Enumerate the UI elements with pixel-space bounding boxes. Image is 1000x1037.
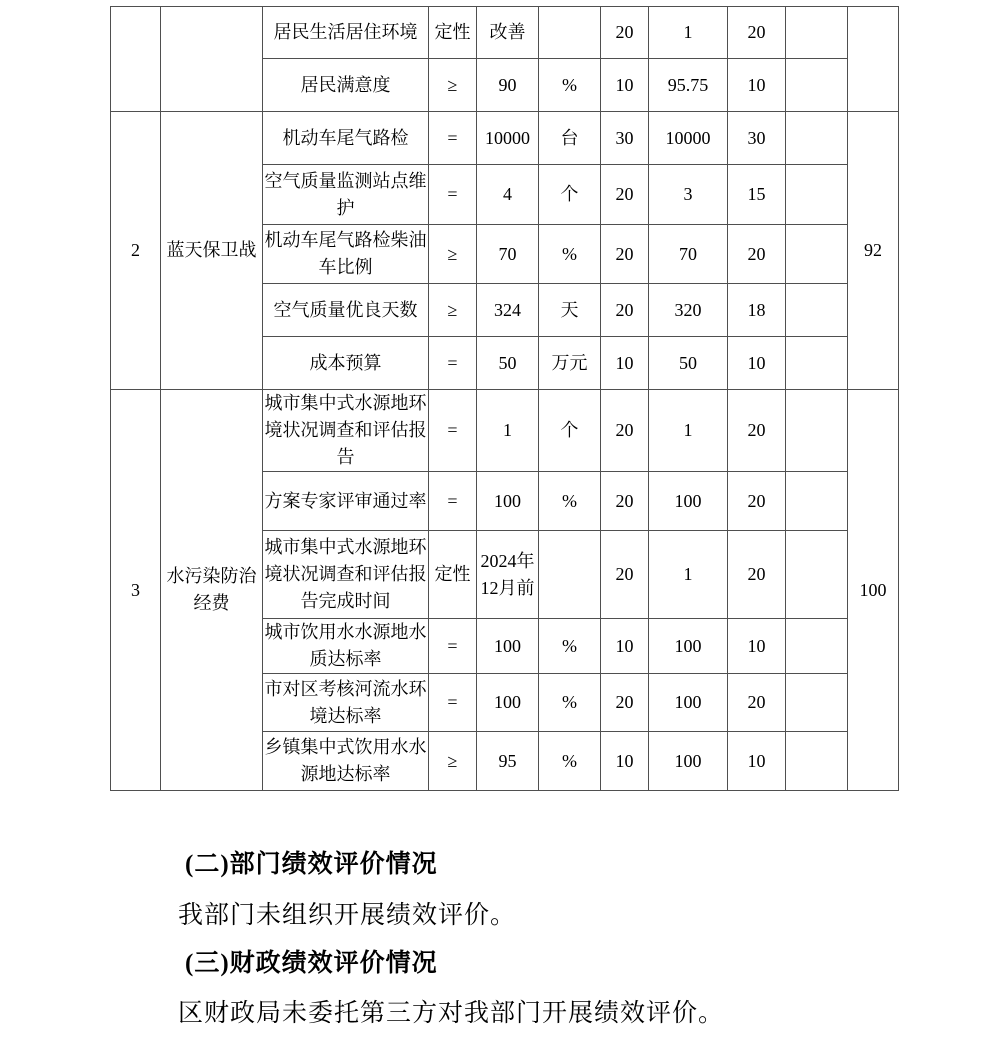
cell-target-value: 50 — [477, 337, 539, 390]
cell-comparator: ≥ — [429, 59, 477, 112]
cell-weight: 20 — [601, 531, 649, 619]
cell-actual-value: 95.75 — [649, 59, 728, 112]
cell-blank — [786, 472, 848, 531]
cell-blank — [786, 619, 848, 674]
cell-indicator-name: 空气质量优良天数 — [263, 284, 429, 337]
cell-indicator-name: 城市饮用水水源地水质达标率 — [263, 619, 429, 674]
cell-unit: % — [539, 59, 601, 112]
cell-target-value: 100 — [477, 619, 539, 674]
cell-weight: 20 — [601, 7, 649, 59]
cell-actual-value: 1 — [649, 390, 728, 472]
cell-actual-value: 100 — [649, 619, 728, 674]
cell-weight: 20 — [601, 674, 649, 732]
cell-actual-value: 100 — [649, 732, 728, 791]
cell-blank — [786, 732, 848, 791]
cell-indicator-name: 城市集中式水源地环境状况调查和评估报告完成时间 — [263, 531, 429, 619]
cell-actual-value: 100 — [649, 472, 728, 531]
cell-serial-number: 3 — [111, 390, 161, 791]
cell-project-name: 蓝天保卫战 — [161, 112, 263, 390]
cell-indicator-name: 城市集中式水源地环境状况调查和评估报告 — [263, 390, 429, 472]
cell-blank — [786, 7, 848, 59]
footer-heading-department-evaluation: (二)部门绩效评价情况 — [185, 851, 438, 878]
cell-target-value: 4 — [477, 165, 539, 225]
cell-score: 18 — [728, 284, 786, 337]
cell-blank — [786, 674, 848, 732]
cell-actual-value: 10000 — [649, 112, 728, 165]
cell-unit: % — [539, 732, 601, 791]
cell-target-value: 1 — [477, 390, 539, 472]
cell-score: 20 — [728, 472, 786, 531]
cell-score: 15 — [728, 165, 786, 225]
cell-blank — [786, 165, 848, 225]
footer-paragraph-finance-evaluation: 区财政局未委托第三方对我部门开展绩效评价。 — [178, 1000, 725, 1027]
cell-actual-value: 50 — [649, 337, 728, 390]
cell-weight: 20 — [601, 284, 649, 337]
cell-serial-number: 2 — [111, 112, 161, 390]
performance-table-body — [111, 7, 899, 791]
cell-unit: 万元 — [539, 337, 601, 390]
cell-blank — [786, 59, 848, 112]
cell-target-value: 10000 — [477, 112, 539, 165]
footer-heading-finance-evaluation: (三)财政绩效评价情况 — [185, 950, 438, 977]
cell-unit: % — [539, 225, 601, 284]
cell-weight: 20 — [601, 225, 649, 284]
cell-comparator: ≥ — [429, 284, 477, 337]
cell-blank — [786, 284, 848, 337]
cell-section-total: 100 — [848, 390, 899, 791]
cell-indicator-name: 居民生活居住环境 — [263, 7, 429, 59]
cell-score: 30 — [728, 112, 786, 165]
cell-weight: 30 — [601, 112, 649, 165]
cell-unit: 天 — [539, 284, 601, 337]
cell-score: 10 — [728, 619, 786, 674]
cell-indicator-name: 市对区考核河流水环境达标率 — [263, 674, 429, 732]
cell-comparator: = — [429, 472, 477, 531]
cell-indicator-name: 机动车尾气路检柴油车比例 — [263, 225, 429, 284]
cell-blank — [786, 390, 848, 472]
cell-target-value: 2024年12月前 — [477, 531, 539, 619]
cell-unit — [539, 7, 601, 59]
cell-target-value: 100 — [477, 674, 539, 732]
cell-indicator-name: 成本预算 — [263, 337, 429, 390]
cell-unit: % — [539, 619, 601, 674]
cell-comparator: = — [429, 112, 477, 165]
performance-table — [110, 6, 899, 791]
cell-comparator: = — [429, 674, 477, 732]
cell-comparator: ≥ — [429, 225, 477, 284]
cell-weight: 10 — [601, 59, 649, 112]
cell-weight: 10 — [601, 337, 649, 390]
cell-indicator-name: 方案专家评审通过率 — [263, 472, 429, 531]
cell-comparator: 定性 — [429, 531, 477, 619]
cell-comparator: = — [429, 390, 477, 472]
cell-project-name: 水污染防治经费 — [161, 390, 263, 791]
cell-unit: 个 — [539, 165, 601, 225]
cell-actual-value: 70 — [649, 225, 728, 284]
cell-indicator-name: 居民满意度 — [263, 59, 429, 112]
cell-target-value: 改善 — [477, 7, 539, 59]
cell-weight: 20 — [601, 165, 649, 225]
cell-target-value: 100 — [477, 472, 539, 531]
cell-blank — [786, 337, 848, 390]
cell-blank — [786, 112, 848, 165]
cell-unit: 台 — [539, 112, 601, 165]
footer-paragraph-department-evaluation: 我部门未组织开展绩效评价。 — [178, 902, 517, 929]
cell-comparator: 定性 — [429, 7, 477, 59]
table-row — [111, 112, 899, 165]
cell-comparator: ≥ — [429, 732, 477, 791]
table-row — [111, 7, 899, 59]
cell-score: 20 — [728, 7, 786, 59]
cell-unit: % — [539, 674, 601, 732]
cell-comparator: = — [429, 619, 477, 674]
cell-actual-value: 1 — [649, 7, 728, 59]
cell-weight: 10 — [601, 732, 649, 791]
cell-weight: 20 — [601, 472, 649, 531]
cell-target-value: 90 — [477, 59, 539, 112]
cell-weight: 10 — [601, 619, 649, 674]
cell-score: 10 — [728, 59, 786, 112]
cell-blank — [786, 225, 848, 284]
cell-serial-number — [111, 7, 161, 112]
cell-indicator-name: 乡镇集中式饮用水水源地达标率 — [263, 732, 429, 791]
cell-unit: 个 — [539, 390, 601, 472]
cell-score: 20 — [728, 225, 786, 284]
cell-score: 20 — [728, 674, 786, 732]
cell-unit: % — [539, 472, 601, 531]
cell-section-total — [848, 7, 899, 112]
table-row — [111, 390, 899, 472]
cell-score: 20 — [728, 531, 786, 619]
cell-score: 20 — [728, 390, 786, 472]
cell-actual-value: 3 — [649, 165, 728, 225]
cell-project-name — [161, 7, 263, 112]
cell-target-value: 324 — [477, 284, 539, 337]
cell-target-value: 70 — [477, 225, 539, 284]
cell-actual-value: 1 — [649, 531, 728, 619]
cell-actual-value: 100 — [649, 674, 728, 732]
cell-unit — [539, 531, 601, 619]
cell-target-value: 95 — [477, 732, 539, 791]
cell-section-total: 92 — [848, 112, 899, 390]
cell-actual-value: 320 — [649, 284, 728, 337]
cell-indicator-name: 空气质量监测站点维护 — [263, 165, 429, 225]
cell-score: 10 — [728, 732, 786, 791]
cell-comparator: = — [429, 337, 477, 390]
cell-comparator: = — [429, 165, 477, 225]
cell-blank — [786, 531, 848, 619]
cell-score: 10 — [728, 337, 786, 390]
cell-indicator-name: 机动车尾气路检 — [263, 112, 429, 165]
cell-weight: 20 — [601, 390, 649, 472]
